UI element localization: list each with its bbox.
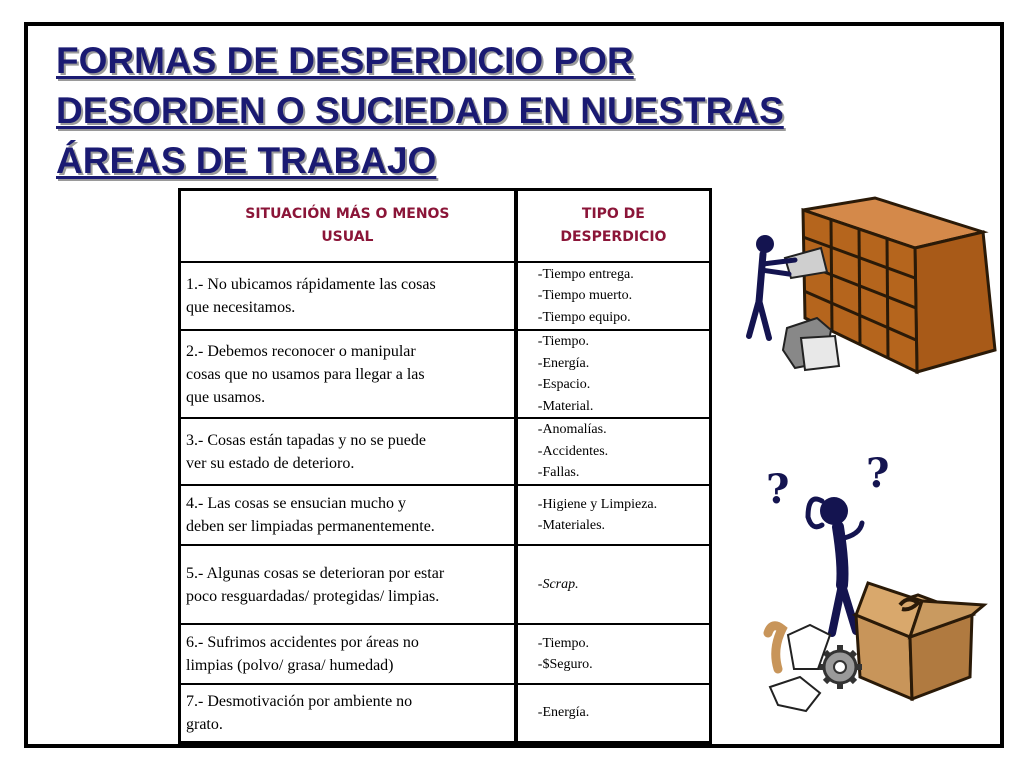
header-tipo [516,190,711,263]
header-situacion [180,190,516,263]
tipo-cell [516,545,711,624]
cell-line: -$Seguro. [537,657,593,672]
cell-line: -Fallas. [537,465,580,481]
cell-line: -Espacio. [537,377,591,392]
cell-line: grato. [186,715,223,733]
open-box-icon [856,583,984,699]
cell-line: -Materiales. [537,518,606,533]
tipo-cell [516,624,711,684]
waste-table [178,188,712,744]
person-at-shelf-icon [735,190,997,380]
cell-line: -Anomalías. [537,422,607,438]
cell-line: poco resguardadas/ protegidas/ limpias. [186,587,440,605]
table-row [180,684,711,742]
tipo-cell [516,418,711,485]
cell-line: -Tiempo muerto. [537,288,633,304]
cell-line: 4.- Las cosas se ensucian mucho y [186,495,406,512]
confused-person-icon [748,455,988,717]
cell-line: -Material. [537,398,594,414]
header-line: USUAL [321,229,374,245]
cell-line: -Tiempo. [537,334,589,349]
title-line: FORMAS DE DESPERDICIO POR [56,40,634,81]
tipo-cell [516,684,711,742]
table-row [180,624,711,684]
situacion-cell [180,624,516,684]
cell-line: -Higiene y Limpieza. [537,496,658,512]
cell-line: limpias (polvo/ grasa/ humedad) [186,657,394,674]
tipo-cell [516,330,711,418]
svg-text:?: ? [866,455,890,497]
cell-line: -Scrap. [537,576,579,592]
situacion-cell [180,418,516,485]
table-row [180,418,711,485]
table-row [180,545,711,624]
cell-line: deben ser limpiadas permanentemente. [186,518,435,535]
title-line: DESORDEN O SUCIEDAD EN NUESTRAS [56,90,784,131]
cell-line: -Energía. [537,355,590,371]
cell-line: 6.- Sufrimos accidentes por áreas no [186,634,419,651]
table-header-row [180,190,711,263]
cell-line: 5.- Algunas cosas se deterioran por estar [186,564,445,582]
situacion-cell [180,485,516,545]
title-line: ÁREAS DE TRABAJO [56,140,437,181]
cell-line: 3.- Cosas están tapadas y no se puede [186,431,426,449]
cell-line: -Tiempo entrega. [537,266,634,282]
slide-title [56,36,876,186]
stick-person-icon [808,497,862,633]
situacion-cell [180,684,516,742]
svg-text:?: ? [766,466,790,513]
cell-line: 1.- No ubicamos rápidamente las cosas [186,276,436,293]
tipo-cell [516,262,711,330]
cell-line: -Tiempo equipo. [537,309,631,325]
cell-line: que usamos. [186,388,266,406]
stick-person-icon [749,235,795,338]
header-line: DESPERDICIO [560,229,667,245]
cell-line: -Accidentes. [537,443,609,459]
situacion-cell [180,262,516,330]
table-row [180,485,711,545]
cell-line: que necesitamos. [186,299,296,316]
situacion-cell [180,545,516,624]
cell-line: ver su estado de deterioro. [186,454,355,472]
situacion-cell [180,330,516,418]
header-line: TIPO DE [581,206,645,222]
table-row [180,330,711,418]
header-line: SITUACIÓN MÁS O MENOS [245,206,450,222]
table-row [180,262,711,330]
cell-line: -Energía. [537,705,590,720]
tipo-cell [516,485,711,545]
cell-line: cosas que no usamos para llegar a las [186,365,425,383]
cell-line: -Tiempo. [537,635,589,651]
cell-line: 2.- Debemos reconocer o manipular [186,342,416,360]
cell-line: 7.- Desmotivación por ambiente no [186,692,413,710]
